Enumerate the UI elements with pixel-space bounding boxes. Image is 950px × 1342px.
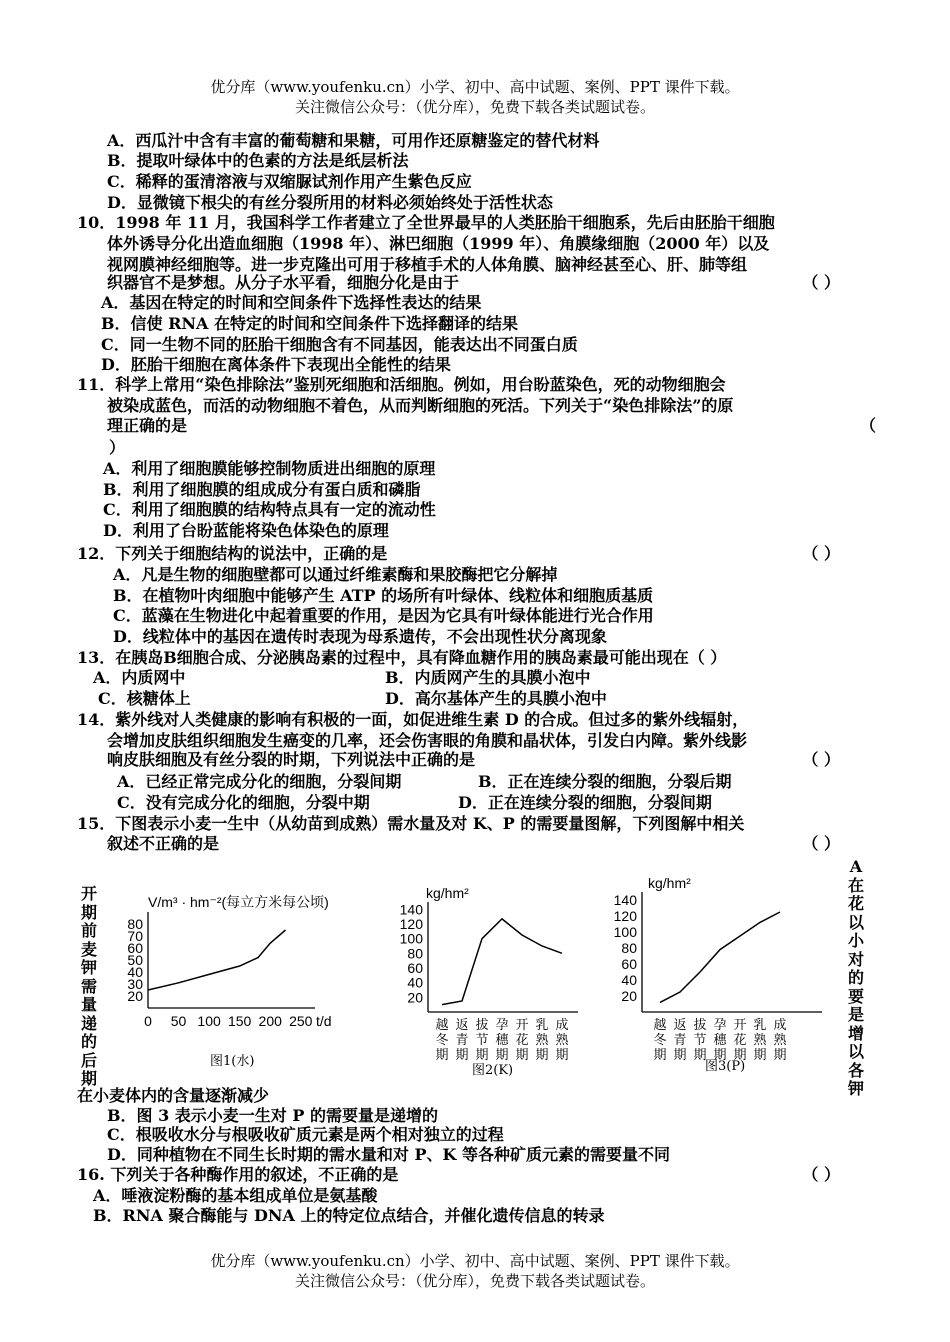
fig1-xtick-label: 150 bbox=[227, 1013, 252, 1029]
q12-option-a: A．凡是生物的细胞壁都可以通过纤维素酶和果胶酶把它分解掉 bbox=[113, 565, 558, 584]
fig3-ytick-label: 100 bbox=[613, 924, 637, 940]
fig2-ytick-label: 120 bbox=[399, 916, 423, 932]
fig1-ytick-label: 50 bbox=[127, 952, 143, 968]
fig1-xtick-label: 0 bbox=[144, 1013, 152, 1029]
q15-option-a-continuation: 在小麦体内的含量逐渐减少 bbox=[77, 1086, 270, 1105]
q11-paren-open: （ bbox=[860, 416, 877, 435]
fig1-caption: 图1(水) bbox=[210, 1054, 255, 1069]
q10-option-d: D．胚胎干细胞在离体条件下表现出全能性的结果 bbox=[101, 355, 451, 374]
fig2-xtick-label: 越冬期 bbox=[435, 1018, 449, 1063]
fig2-xtick-label: 孕穗期 bbox=[495, 1018, 509, 1063]
fig2-xtick-label: 拔节期 bbox=[475, 1018, 489, 1063]
fig3-xtick-label: 拔节期 bbox=[693, 1018, 707, 1063]
fig1-ytick-label: 60 bbox=[127, 940, 143, 956]
fig2-xtick-label: 乳熟期 bbox=[535, 1018, 549, 1063]
fig1-xtick-label: 50 bbox=[170, 1013, 187, 1029]
q14-option-a: A．已经正常完成分化的细胞，分裂间期 bbox=[117, 772, 402, 791]
fig1-ylabel: V/m³ · hm⁻²(每立方米每公顷) bbox=[148, 894, 329, 910]
q10-answer-paren: （ ） bbox=[802, 273, 840, 292]
q11-option-c: C．利用了细胞膜的结构特点具有一定的流动性 bbox=[103, 500, 436, 519]
q11-option-b: B．利用了细胞膜的组成成分有蛋白质和磷脂 bbox=[103, 480, 421, 499]
fig2-series-line bbox=[442, 919, 562, 1005]
fig1-ytick-label: 40 bbox=[127, 964, 143, 980]
q11-option-a: A．利用了细胞膜能够控制物质进出细胞的原理 bbox=[103, 459, 436, 478]
q13-option-a: A．内质网中 bbox=[93, 668, 186, 687]
fig2-caption: 图2(K) bbox=[472, 1063, 514, 1078]
fig3-xtick-label: 乳熟期 bbox=[753, 1018, 767, 1063]
q10-stem-line-1: 10．1998 年 11 月，我国科学工作者建立了全世界最早的人类胚胎干细胞系，先后由胚胎干细胞 bbox=[77, 213, 775, 232]
q12-option-b: B．在植物叶肉细胞中能够产生 ATP 的场所有叶绿体、线粒体和细胞质基质 bbox=[113, 586, 654, 605]
fig3-series-line bbox=[660, 912, 780, 1002]
q9-option-c: C．稀释的蛋清溶液与双缩脲试剂作用产生紫色反应 bbox=[107, 172, 472, 191]
footer-line-2: 关注微信公众号：（优分库），免费下载各类试题试卷。 bbox=[294, 1272, 655, 1290]
fig3-caption: 图3(P) bbox=[705, 1059, 746, 1074]
q12-option-d: D．线粒体中的基因在遗传时表现为母系遗传，不会出现性状分离现象 bbox=[113, 627, 607, 646]
chart-figure-1-water bbox=[100, 880, 355, 1080]
fig2-ytick-label: 60 bbox=[407, 960, 423, 976]
chart-figure-3-phosphorus bbox=[600, 870, 830, 1080]
fig1-ytick-label: 70 bbox=[127, 928, 143, 944]
q14-option-d: D．正在连续分裂的细胞，分裂间期 bbox=[458, 793, 712, 812]
fig3-ylabel: kg/hm² bbox=[648, 875, 691, 891]
fig2-ytick-label: 140 bbox=[399, 901, 423, 918]
q12-option-c: C．蓝藻在生物进化中起着重要的作用，是因为它具有叶绿体能进行光合作用 bbox=[113, 606, 654, 625]
fig3-ytick-label: 120 bbox=[613, 908, 637, 924]
q11-option-d: D．利用了台盼蓝能将染色体染色的原理 bbox=[103, 521, 389, 540]
fig1-series-line bbox=[148, 930, 286, 990]
fig1-xtick-label: 200 bbox=[258, 1013, 282, 1029]
q14-stem-line-2: 会增加皮肤组织细胞发生癌变的几率，还会伤害眼的角膜和晶状体，引发白内障。紫外线影 bbox=[107, 731, 748, 750]
fig2-xtick-label: 开花期 bbox=[515, 1018, 529, 1063]
q13-option-c: C．核糖体上 bbox=[98, 689, 191, 708]
q13-stem: 13．在胰岛B细胞合成、分泌胰岛素的过程中，具有降血糖作用的胰岛素最可能出现在（ ） bbox=[77, 648, 727, 667]
q10-stem-line-4: 织器官不是梦想。从分子水平看，细胞分化是由于 bbox=[107, 273, 460, 292]
q12-answer-paren: （ ） bbox=[802, 544, 840, 563]
q13-option-d: D．高尔基体产生的具膜小泡中 bbox=[385, 689, 607, 708]
fig1-ytick-label: 20 bbox=[127, 988, 143, 1004]
q12-stem: 12．下列关于细胞结构的说法中，正确的是 bbox=[77, 544, 388, 563]
q14-stem-line-3: 响皮肤细胞及有丝分裂的时期，下列说法中正确的是 bbox=[107, 750, 476, 769]
fig1-xtick-label: 250 bbox=[289, 1013, 313, 1029]
fig2-ytick-label: 40 bbox=[407, 974, 423, 991]
q16-option-b: B．RNA 聚合酶能与 DNA 上的特定位点结合，并催化遗传信息的转录 bbox=[93, 1206, 605, 1225]
fig2-xtick-label: 返青期 bbox=[455, 1018, 469, 1063]
footer-line-1: 优分库（www.youfenku.cn）小学、初中、高中试题、案例、PPT 课件下载。 bbox=[210, 1252, 740, 1270]
fig3-xtick-label: 成熟期 bbox=[773, 1018, 787, 1063]
fig2-ytick-label: 20 bbox=[407, 989, 423, 1006]
fig3-ytick-label: 80 bbox=[621, 940, 637, 956]
q14-option-c: C．没有完成分化的细胞，分裂中期 bbox=[117, 793, 370, 812]
fig1-ytick-label: 80 bbox=[127, 916, 143, 932]
q15-option-c: C．根吸收水分与根吸收矿质元素是两个相对独立的过程 bbox=[107, 1125, 504, 1144]
q10-option-b: B．信使 RNA 在特定的时间和空间条件下选择翻译的结果 bbox=[101, 314, 519, 333]
q14-option-b: B．正在连续分裂的细胞，分裂后期 bbox=[478, 772, 732, 791]
q11-stem-line-3: 理正确的是 bbox=[107, 416, 188, 435]
fig3-ytick-label: 20 bbox=[621, 988, 637, 1004]
fig1-xlabel: t/d bbox=[316, 1013, 332, 1029]
header-line-1: 优分库（www.youfenku.cn）小学、初中、高中试题、案例、PPT 课件下载。 bbox=[210, 78, 740, 96]
q15-stem-line-1: 15．下图表示小麦一生中（从幼苗到成熟）需水量及对 K、P 的需要量图解，下列图解中相关 bbox=[77, 814, 745, 833]
q15-wrapped-right-column: A在花以小对的要是增以各钾 bbox=[847, 857, 864, 1098]
fig3-xtick-label: 返青期 bbox=[673, 1018, 687, 1063]
fig3-xtick-label: 越冬期 bbox=[653, 1018, 667, 1063]
fig1-ytick-label: 30 bbox=[127, 976, 143, 992]
q16-answer-paren: （ ） bbox=[802, 1165, 840, 1184]
q14-stem-line-1: 14．紫外线对人类健康的影响有积极的一面，如促进维生素 D 的合成。但过多的紫外线辐射， bbox=[77, 710, 749, 729]
fig3-ytick-label: 140 bbox=[613, 892, 637, 908]
q9-option-a: A．西瓜汁中含有丰富的葡萄糖和果糖，可用作还原糖鉴定的替代材料 bbox=[107, 131, 600, 150]
fig3-xtick-label: 孕穗期 bbox=[713, 1018, 727, 1063]
fig3-xtick-label: 开花期 bbox=[733, 1018, 747, 1063]
fig3-ytick-label: 40 bbox=[621, 972, 637, 988]
q15-answer-paren: （ ） bbox=[802, 834, 840, 853]
q11-stem-line-1: 11．科学上常用“染色排除法”鉴别死细胞和活细胞。例如，用台盼蓝染色，死的动物细胞会 bbox=[77, 375, 726, 394]
q15-option-d: D．同种植物在不同生长时期的需水量和对 P、K 等各种矿质元素的需要量不同 bbox=[107, 1145, 670, 1164]
q13-option-b: B．内质网产生的具膜小泡中 bbox=[385, 668, 591, 687]
fig3-ytick-label: 60 bbox=[621, 956, 637, 972]
q9-option-b: B．提取叶绿体中的色素的方法是纸层析法 bbox=[107, 151, 409, 170]
q10-option-a: A．基因在特定的时间和空间条件下选择性表达的结果 bbox=[101, 293, 482, 312]
q9-option-d: D．显微镜下根尖的有丝分裂所用的材料必须始终处于活性状态 bbox=[107, 193, 553, 212]
q11-paren-close: ） bbox=[109, 438, 126, 457]
fig2-xtick-label: 成熟期 bbox=[555, 1018, 569, 1063]
q14-answer-paren: （ ） bbox=[802, 750, 840, 769]
fig2-ytick-label: 100 bbox=[399, 930, 423, 947]
q11-stem-line-2: 被染成蓝色，而活的动物细胞不着色，从而判断细胞的死活。下列关于“染色排除法”的原 bbox=[107, 396, 734, 415]
q10-option-c: C．同一生物不同的胚胎干细胞含有不同基因，能表达出不同蛋白质 bbox=[101, 335, 578, 354]
q15-wrapped-left-column: 开期前麦钾需量递的后期 bbox=[80, 884, 97, 1088]
chart-figure-2-potassium bbox=[388, 880, 588, 1080]
header-line-2: 关注微信公众号：（优分库），免费下载各类试题试卷。 bbox=[294, 98, 655, 116]
q10-stem-line-2: 体外诱导分化出造血细胞（1998 年）、淋巴细胞（1999 年）、角膜缘细胞（2000 年）以及 bbox=[107, 234, 770, 253]
fig1-xtick-label: 100 bbox=[197, 1013, 221, 1029]
q10-stem-line-3: 视网膜神经细胞等。进一步克隆出可用于移植手术的人体角膜、脑神经甚至心、肝、肺等组 bbox=[107, 255, 748, 274]
q16-option-a: A．唾液淀粉酶的基本组成单位是氨基酸 bbox=[93, 1186, 378, 1205]
q15-option-b: B．图 3 表示小麦一生对 P 的需要量是递增的 bbox=[107, 1106, 438, 1125]
fig2-ytick-label: 80 bbox=[407, 945, 423, 962]
q15-stem-line-2: 叙述不正确的是 bbox=[107, 834, 220, 853]
fig2-ylabel: kg/hm² bbox=[426, 885, 469, 901]
q16-stem: 16. 下列关于各种酶作用的叙述，不正确的是 bbox=[77, 1165, 399, 1184]
